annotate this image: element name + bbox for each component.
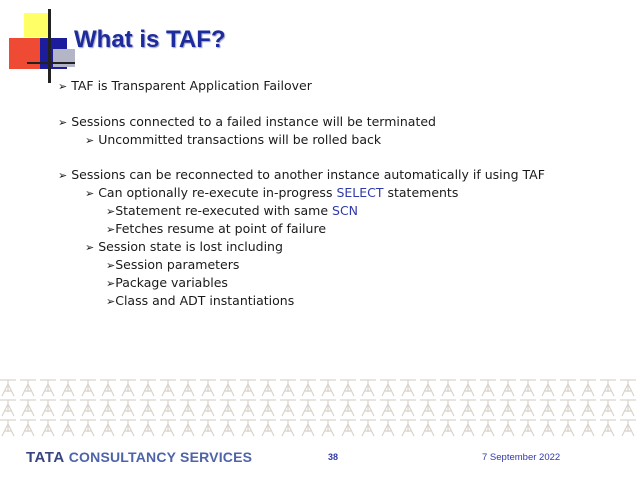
bullet-arrow-icon: ➢ xyxy=(106,223,116,236)
bullet-arrow-icon: ➢ xyxy=(106,259,116,272)
bullet-level3 xyxy=(106,203,358,220)
bullet-text: Fetches resume at point of failure xyxy=(115,221,327,236)
bullet-text: Uncommitted transactions will be rolled back xyxy=(98,132,382,147)
page-number: 38 xyxy=(328,452,339,462)
bullet-text: Can optionally re-execute in-progress xyxy=(98,185,337,200)
slide-title: What is TAF? xyxy=(74,26,226,53)
logo-company: CONSULTANCY SERVICES xyxy=(68,449,253,465)
bullet-text: TAF is Transparent Application Failover xyxy=(71,78,312,93)
bullet-arrow-icon: ➢ xyxy=(58,169,68,182)
bullet-level2 xyxy=(85,239,283,256)
bullet-text: Sessions can be reconnected to another instance automatically if using TAF xyxy=(71,167,545,182)
bullet-arrow-icon: ➢ xyxy=(106,277,116,290)
bullet-arrow-icon: ➢ xyxy=(58,116,68,129)
keyword-scn: SCN xyxy=(332,203,359,218)
bullet-text: Class and ADT instantiations xyxy=(115,293,295,308)
bullet-level3 xyxy=(106,293,294,310)
bullet-text: Statement re-executed with same xyxy=(115,203,333,218)
bullet-text: Sessions connected to a failed instance will be terminated xyxy=(71,114,436,129)
bullet-text: statements xyxy=(383,185,459,200)
slide-date: 7 September 2022 xyxy=(482,452,561,463)
bullet-arrow-icon: ➢ xyxy=(85,241,95,254)
bullet-arrow-icon: ➢ xyxy=(106,295,116,308)
bullet-level3 xyxy=(106,257,239,274)
tcs-logo xyxy=(26,449,252,466)
keyword-select: SELECT xyxy=(336,185,384,200)
slide-footer xyxy=(0,440,638,478)
bullet-level1 xyxy=(58,78,312,95)
bullet-arrow-icon: ➢ xyxy=(106,205,116,218)
bullet-level1 xyxy=(58,167,545,184)
bullet-text: Session parameters xyxy=(115,257,240,272)
bullet-level1 xyxy=(58,114,436,131)
logo-tata: TATA xyxy=(26,449,65,466)
decorative-pattern-band xyxy=(0,378,638,438)
bullet-level3 xyxy=(106,221,326,238)
bullet-arrow-icon: ➢ xyxy=(85,134,95,147)
bullet-arrow-icon: ➢ xyxy=(85,187,95,200)
bullet-level2 xyxy=(85,132,381,149)
pattern-graphic xyxy=(0,378,638,438)
bullet-level2 xyxy=(85,185,458,202)
bullet-arrow-icon: ➢ xyxy=(58,80,68,93)
bullet-text: Package variables xyxy=(115,275,228,290)
bullet-text: Session state is lost including xyxy=(98,239,283,254)
bullet-level3 xyxy=(106,275,228,292)
